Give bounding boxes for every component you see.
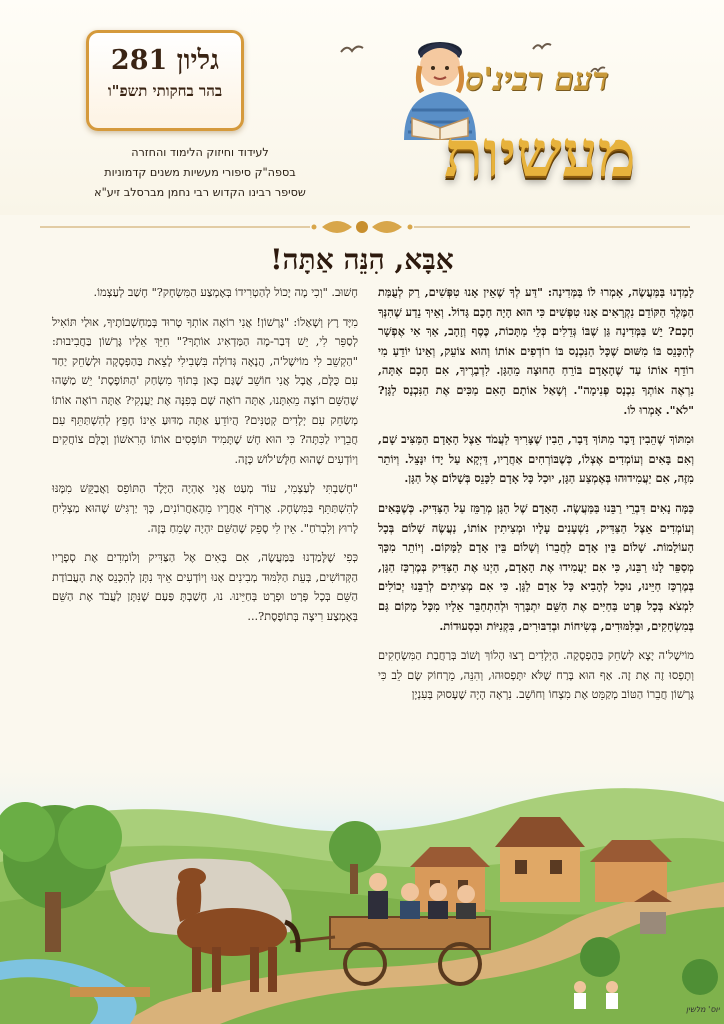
article-column-left <box>52 283 358 637</box>
masthead <box>0 0 724 215</box>
subtitle-line: בספה"ק סיפורי מעשיות משנים קדמוניות <box>104 166 296 179</box>
brand-subtitle: דעם רבינ'ס <box>465 60 609 98</box>
article-column-right <box>378 283 694 715</box>
bird-icon <box>532 40 552 54</box>
subtitle-line: שסיפר רבינו הקדוש רבי נחמן מברסלב זיע"א <box>94 186 306 199</box>
village-scene-illustration <box>0 752 724 1024</box>
masthead-subtitle <box>70 143 330 203</box>
issue-number: גליון 281 <box>110 45 220 76</box>
article-paragraph: כַּמָּה נָאִים דִּבְרֵי רַבֵּנוּ בַּמַּעֲשֶׂה. הָאָדָם שֶׁל הַגָּן מְרַמֵּז עַל הַצַּדִּיק. כְּשֶׁבָּאִים וְעוֹמְדִים אֵצֶל הַצַּדִּיק, נִשְׁעָנִים עָלָיו וּמְצִיתִין אוֹתוֹ, נַעֲשֶׂה שָׁלוֹם בְּכָל הָעוֹלָמוֹת. שָׁלוֹם בֵּין אָדָם לַחֲבֵרוֹ וְשָׁלוֹם בֵּין אָדָם לַמָּקוֹם. וְיוֹתֵר מִכָּךְ מְסַפֵּר לָנוּ רַבֵּנוּ, כִּי אִם יַעֲמִידוּ אֶת הָאָדָם, הַיְנוּ אֶת הַצַּדִּיק בְּמֶרְכַּז הַגָּן, בְּמֶרְכַּז חַיֵּינוּ, נוּכַל לְהָבִיא כָּל אָדָם לַגָּן. כִּי אִם מְצִיתִים לְרַבֵּנוּ יְכוֹלִים לִמְצֹא בְּכָל פְּרָט בַּחַיִּים אֶת הַשֵּׁם יִתְבָּרַךְ וּלְהִתְחַבֵּר אֵלָיו מִכָּל מָקוֹם גַּם בְּמִשְׂחָקִים, וּבַלִּמּוּדִים, בְּשִׂיחוֹת וּבְדִבּוּרִים, בִּקְנִיּוֹת וּבִסְעוּדוֹת. <box>378 500 694 633</box>
article-paragraph: מִיָּד רָץ וְשָׁאַלוֹ: "גֶּרְשׁוֹן! אֲנִי רוֹאֶה אוֹתְךָ טָרוּד בְּמַחְשְׁבוֹתֶיךָ, אוּלַי תּוֹאִיל לְסַפֵּר לִי, יֵשׁ דְּבַר-מָה הַמַּדְאִיג אוֹתְךָ?" חִיֵּךְ אֵלָיו גֶּרְשׁוֹן בַּחֲבִיבוּת: "הַקְשֵׁב לִי מוֹישֶׁל'ה, הֲנָאָה גְּדוֹלָה בִּשְׁבִילִי לָצֵאת בַּהַפְסָקָה וּלְשַׂחֵק יַחַד עִם כֻּלָּם, אֲבָל אֲנִי חוֹשֵׁב שֶׁגַּם כָּאן בְּתוֹךְ מִשְׂחַק 'הַתּוֹפֶסֶת' יֵשׁ מַשֶּׁהוּ שֶׁהַשֵּׁם רוֹצֶה מֵאִתָּנוּ, אַתָּה רוֹאֶה שָׁם בְּפִנָּה אֶת יַעֲנְקִי? אַתָּה רוֹאֶה אוֹתוֹ מְשַׂחֵק עִם יְלָדִים קְטַנִּים? הֲיוֹדֵעַ אַתָּה מַדּוּעַ אֵינוֹ חָפֵץ לְהִשְׁתַּתֵּף עִם חֲבֵרָיו לַכִּתָּה? כִּי הוּא חָשׁ שֶׁתָּמִיד תּוֹפְסִים אוֹתוֹ הָרִאשׁוֹן וְכֻלָּם צוֹחֲקִים וְיוֹדְעִים שֶׁהוּא חַלָּשׁ'לֹושׁ כָּזֶה. <box>52 315 358 466</box>
issue-parsha: בהר בחקותי תשפ"ו <box>107 82 223 100</box>
issue-badge <box>86 30 244 131</box>
article-title: אַבָּא, הִנֵּה אַתָּה! <box>270 243 454 276</box>
article-paragraph: "חָשַׁבְתִּי לְעַצְמִי, עוֹד מְעַט אֲנִי אֶהְיֶה הַיֶּלֶד הַתּוֹפֵס וַאֲבַקֵּשׁ מִמֶּנּוּ לְהִשְׁתַּתֵּף בַּמִּשְׂחָק. אֶרְדֹּף אַחֲרָיו מֵהָאַחֲרוֹנִים, כָּךְ יַרְגִּישׁ שֶׁהוּא מַצְלִיחַ לָרוּץ וְלִבְרֹחַ". אֵין לִי סָפֵק שֶׁהַשֵּׁם יִהְיֶה שָׂמֵחַ בָּזֶה. <box>52 482 358 535</box>
ornamental-divider <box>0 215 724 239</box>
article-paragraph: כְּפִי שֶׁלָּמַדְנוּ בַּמַּעֲשֶׂה, אִם בָּאִים אֶל הַצַּדִּיק וְלוֹמְדִים אֶת סְפָרָיו הַקְּדוֹשִׁים, בְּעֵת הַלִּמּוּד מְבִינִים אָנוּ וְיוֹדְעִים אֵיךְ נִתָּן לְהִכָּנֵס אֶת הָעֲבוֹדַת הַשֵּׁם בְּכָל פְּרָט וּפְרָט בְּחַיֵּינוּ. נוּ, חָשַׁבְתָּ פַּעַם שֶׁנִּתָּן לַעֲבֹד אֶת הַשֵּׁם בְּאֶמְצַע רִיצָה בְּתוֹפֶסֶת?... <box>52 551 358 623</box>
article-paragraph: חָשׁוּב. "וְכִי מָה יָכוֹל לְהַטְרִידוֹ בְּאֶמְצַע הַמִּשְׂחָק?" חָשַׁב לְעַצְמוֹ. <box>93 286 358 299</box>
article-paragraph: לָמַדְנוּ בַּמַּעֲשֶׂה, אָמְרוּ לוֹ בַּמְּדִינָה: "דַּע לְךָ שֶׁאֵין אָנוּ טִפְּשִׁים, רַק לְעֻמַּת הַמֶּלֶךְ הַקּוֹדֵם נִקְרָאִים אָנוּ טִפְּשִׁים כִּי הוּא הָיָה חָכָם גָּדוֹל. וְאֵיךְ נֵדַע שֶׁהִנְּךָ חָכָם? יֵשׁ בַּמְּדִינָה גַּן שֶׁבּוֹ גְּדֵלִים כְּלֵי מַתָּכוֹת, כֶּסֶף וְזָהָב, אַךְ אִי אֶפְשָׁר לְהִכָּנֵס בּוֹ מִשּׁוּם שֶׁכָּל הַנִּכְנָס בּוֹ רוֹדְפִים אוֹתוֹ וְהוּא צוֹעֵק, וְאֵינוֹ יוֹדֵעַ מִי רוֹדֵף אוֹתוֹ עַד שֶׁהָאָדָם בּוֹרֵחַ הַחוּצָה מֵהַגָּן. לִדְבָרֶיךָ, אִם חָכָם אַתָּה, נִרְאֶה אוֹתְךָ נִכְנָס פְּנִימָה". וְשָׁאַל אוֹתָם הָאִם מַכִּים אֶת הַנִּכְנָס לַגָּן? "לֹא". אָמְרוּ לוֹ. <box>378 285 694 417</box>
article-paragraph: וּמִתּוֹךְ שֶׁהֵבִין דָּבָר מִתּוֹךְ דָּבָר, הֵבִין שֶׁצָּרִיךְ לַעֲמֹד אֵצֶל הָאָדָם הַמַּצִּיב שָׁם, וְאִם בָּאִים וְעוֹמְדִים אֶצְלוֹ, כְּשֶׁבּוֹרְחִים אַחֲרָיו, דַּיְקָא עַל יָדוֹ יִנָּצֵל. וְיוֹתֵר מִזֶּה, אִם יַעֲמִידוּהוּ בְּאֶמְצַע הַגָּן, יוּכַל כָּל אָדָם לִכָּנֵס בְּשָׁלוֹם אֶל הַגָּן. <box>378 432 694 486</box>
bird-icon <box>340 42 364 58</box>
subtitle-line: לעידוד וחיזוק הלימוד והחזרה <box>131 146 269 159</box>
brand-title: מעשיות <box>444 117 636 192</box>
article-paragraph: מוֹישֶׁל'ה יָצָא לְשַׂחֵק בַּהַפְסָקָה. הַיְלָדִים רָצוּ הָלוֹךְ וָשׁוֹב בְּרַחֲבַת הַמִּשְׂחָקִים וְתָפְסוּ זֶה אֶת זֶה. אַף הוּא בָּרַח שֶׁלֹּא יִתָּפְסוּהוּ, וְהִנֵּה, מֵרָחוֹק שָׂם לֵב כִּי גֶּרְשׁוֹן חֲבֵרוֹ הַטּוֹב מְקַמֵּט אֶת מִצְחוֹ וְחוֹשֵׁב. נִרְאָה הָיָה שֶׁעָסוּק בְּעִנְיָן <box>378 649 694 702</box>
artist-signature: יוס' מלשין <box>686 1005 720 1014</box>
